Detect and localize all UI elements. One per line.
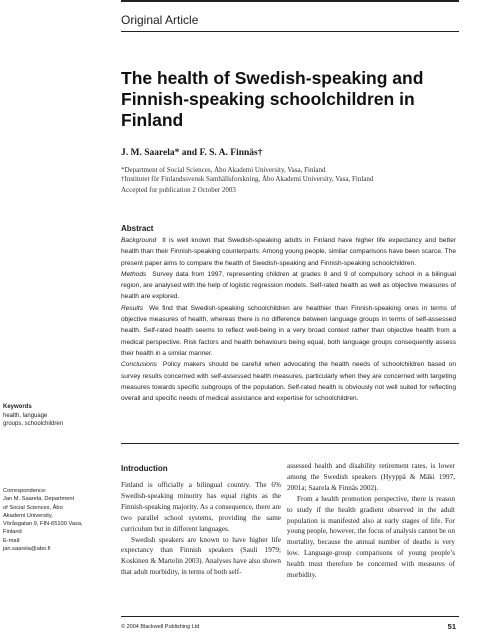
abstract-text: It is well known that Swedish-speaking adults in Finland have higher life expectancy and better health than their Finnish-speaking counterparts. Among young people, similar comparisons have been scarce. The present paper aims to compare the health of Swedish-speaking and Finnish-speaking schoolchildren.: [121, 237, 456, 267]
header-rule: [121, 0, 459, 2]
body-column-right: [287, 461, 455, 581]
body-column-left: [121, 480, 281, 578]
abstract-text: Survey data from 1997, representing children at grades 8 and 9 of compulsory school in a bilingual region, are analysed with the help of logistic regression models. Self-rated health as well as objective measures of health are explored.: [121, 270, 456, 301]
keywords-heading: Keywords: [3, 404, 32, 410]
correspondence-line: Akademi University,: [3, 512, 53, 519]
body-paragraph: Finland is officially a bilingual country. The 6% Swedish-speaking minority has equal rights as the Finnish-speaking majority. As a consequence, there are two parallel school systems, providing the same curriculum but in different languages.: [121, 481, 281, 533]
correspondence-email[interactable]: jan.saarela@abo.fi: [3, 546, 51, 553]
abstract-rule: [121, 443, 459, 444]
correspondence-line: Vöråsgatan 9, FIN-65100 Vasa,: [3, 521, 83, 528]
correspondence-line: E-mail:: [3, 537, 21, 544]
body-paragraph: From a health promotion perspective, there is reason to study if the health gradient observed in the adult population is manifested also at early stages of life. For young people, however, the focus of analysis cannot be on mortality, because the annual number of deaths is very low. Language-group comparisons of young people’s health must therefore be concerned with measures of morbidity.: [287, 494, 455, 580]
abstract-conclusions: [121, 359, 456, 404]
copyright: © 2004 Blackwell Publishing Ltd: [121, 624, 200, 630]
abstract-body: [121, 235, 456, 404]
accepted-date: Accepted for publication 2 October 2003: [121, 186, 236, 194]
page-number: 51: [447, 622, 456, 631]
abstract-background: [121, 235, 456, 269]
article-title: The health of Swedish-speaking and Finnish-speaking schoolchildren in Finland: [121, 68, 424, 130]
body-paragraph: Swedish speakers are known to have higher life expectancy than Finnish speakers (Sauli 1979; Koskinen & Martelin 2003). Analyses have also shown that adult morbidity, in terms of both self-: [121, 535, 281, 577]
section-label: Original Article: [121, 13, 199, 27]
header-underline: [121, 31, 459, 32]
abstract-label: Conclusions: [121, 361, 157, 369]
introduction-heading: Introduction: [121, 464, 168, 473]
footer-rule: [121, 616, 459, 617]
affiliation-1: *Department of Social Sciences, Åbo Akademi University, Vasa, Finland: [121, 166, 326, 174]
abstract-heading: Abstract: [121, 224, 154, 233]
abstract-results: [121, 303, 456, 359]
keywords-line: groups, schoolchildren: [3, 421, 64, 427]
correspondence-line: Correspondence:: [3, 488, 47, 494]
abstract-methods: [121, 269, 456, 303]
abstract-label: Results: [121, 304, 143, 312]
correspondence-line: of Social Sciences, Åbo: [3, 504, 63, 511]
abstract-label: Background: [121, 237, 157, 244]
correspondence-line: Jan M. Saarela, Department: [3, 496, 75, 503]
body-paragraph: assessed health and disability retirement rates, is lower among the Swedish speakers (Hyyppä & Mäki 1997, 2001a; Saarela & Finnäs 2002).: [287, 462, 455, 492]
abstract-label: Methods: [121, 270, 147, 278]
keywords-line: health, language: [3, 412, 48, 419]
affiliation-2: †Institutet för Finlandssvensk Samhällsforskning, Åbo Akademi University, Vasa, Finland: [121, 175, 374, 183]
abstract-text: Policy makers should be careful when advocating the health needs of schoolchildren based on survey results concerned with self-assessed health measures, particularly when they are concerned with targeting measures towards specific subgroups of the population. Self-rated health is obviously not well suited for reflecting overall and specific needs of medical assistance and expertise for schoolchildren.: [121, 361, 456, 403]
correspondence-line: Finland: [3, 529, 22, 536]
keywords-block: [3, 403, 103, 429]
authors: J. M. Saarela* and F. S. A. Finnäs†: [121, 148, 263, 158]
abstract-text: We find that Swedish-speaking schoolchildren are healthier than Finnish-speaking ones in terms of objective measures of health, whereas there is no difference between language groups in terms of self-assessed health. Self-rated health seems to reflect well-being in a very broad context rather than objective health from a medical perspective. Risk factors and health behaviours being equal, both language groups consequently assess their health in a similar manner.: [121, 304, 456, 357]
correspondence-block: [3, 487, 103, 553]
